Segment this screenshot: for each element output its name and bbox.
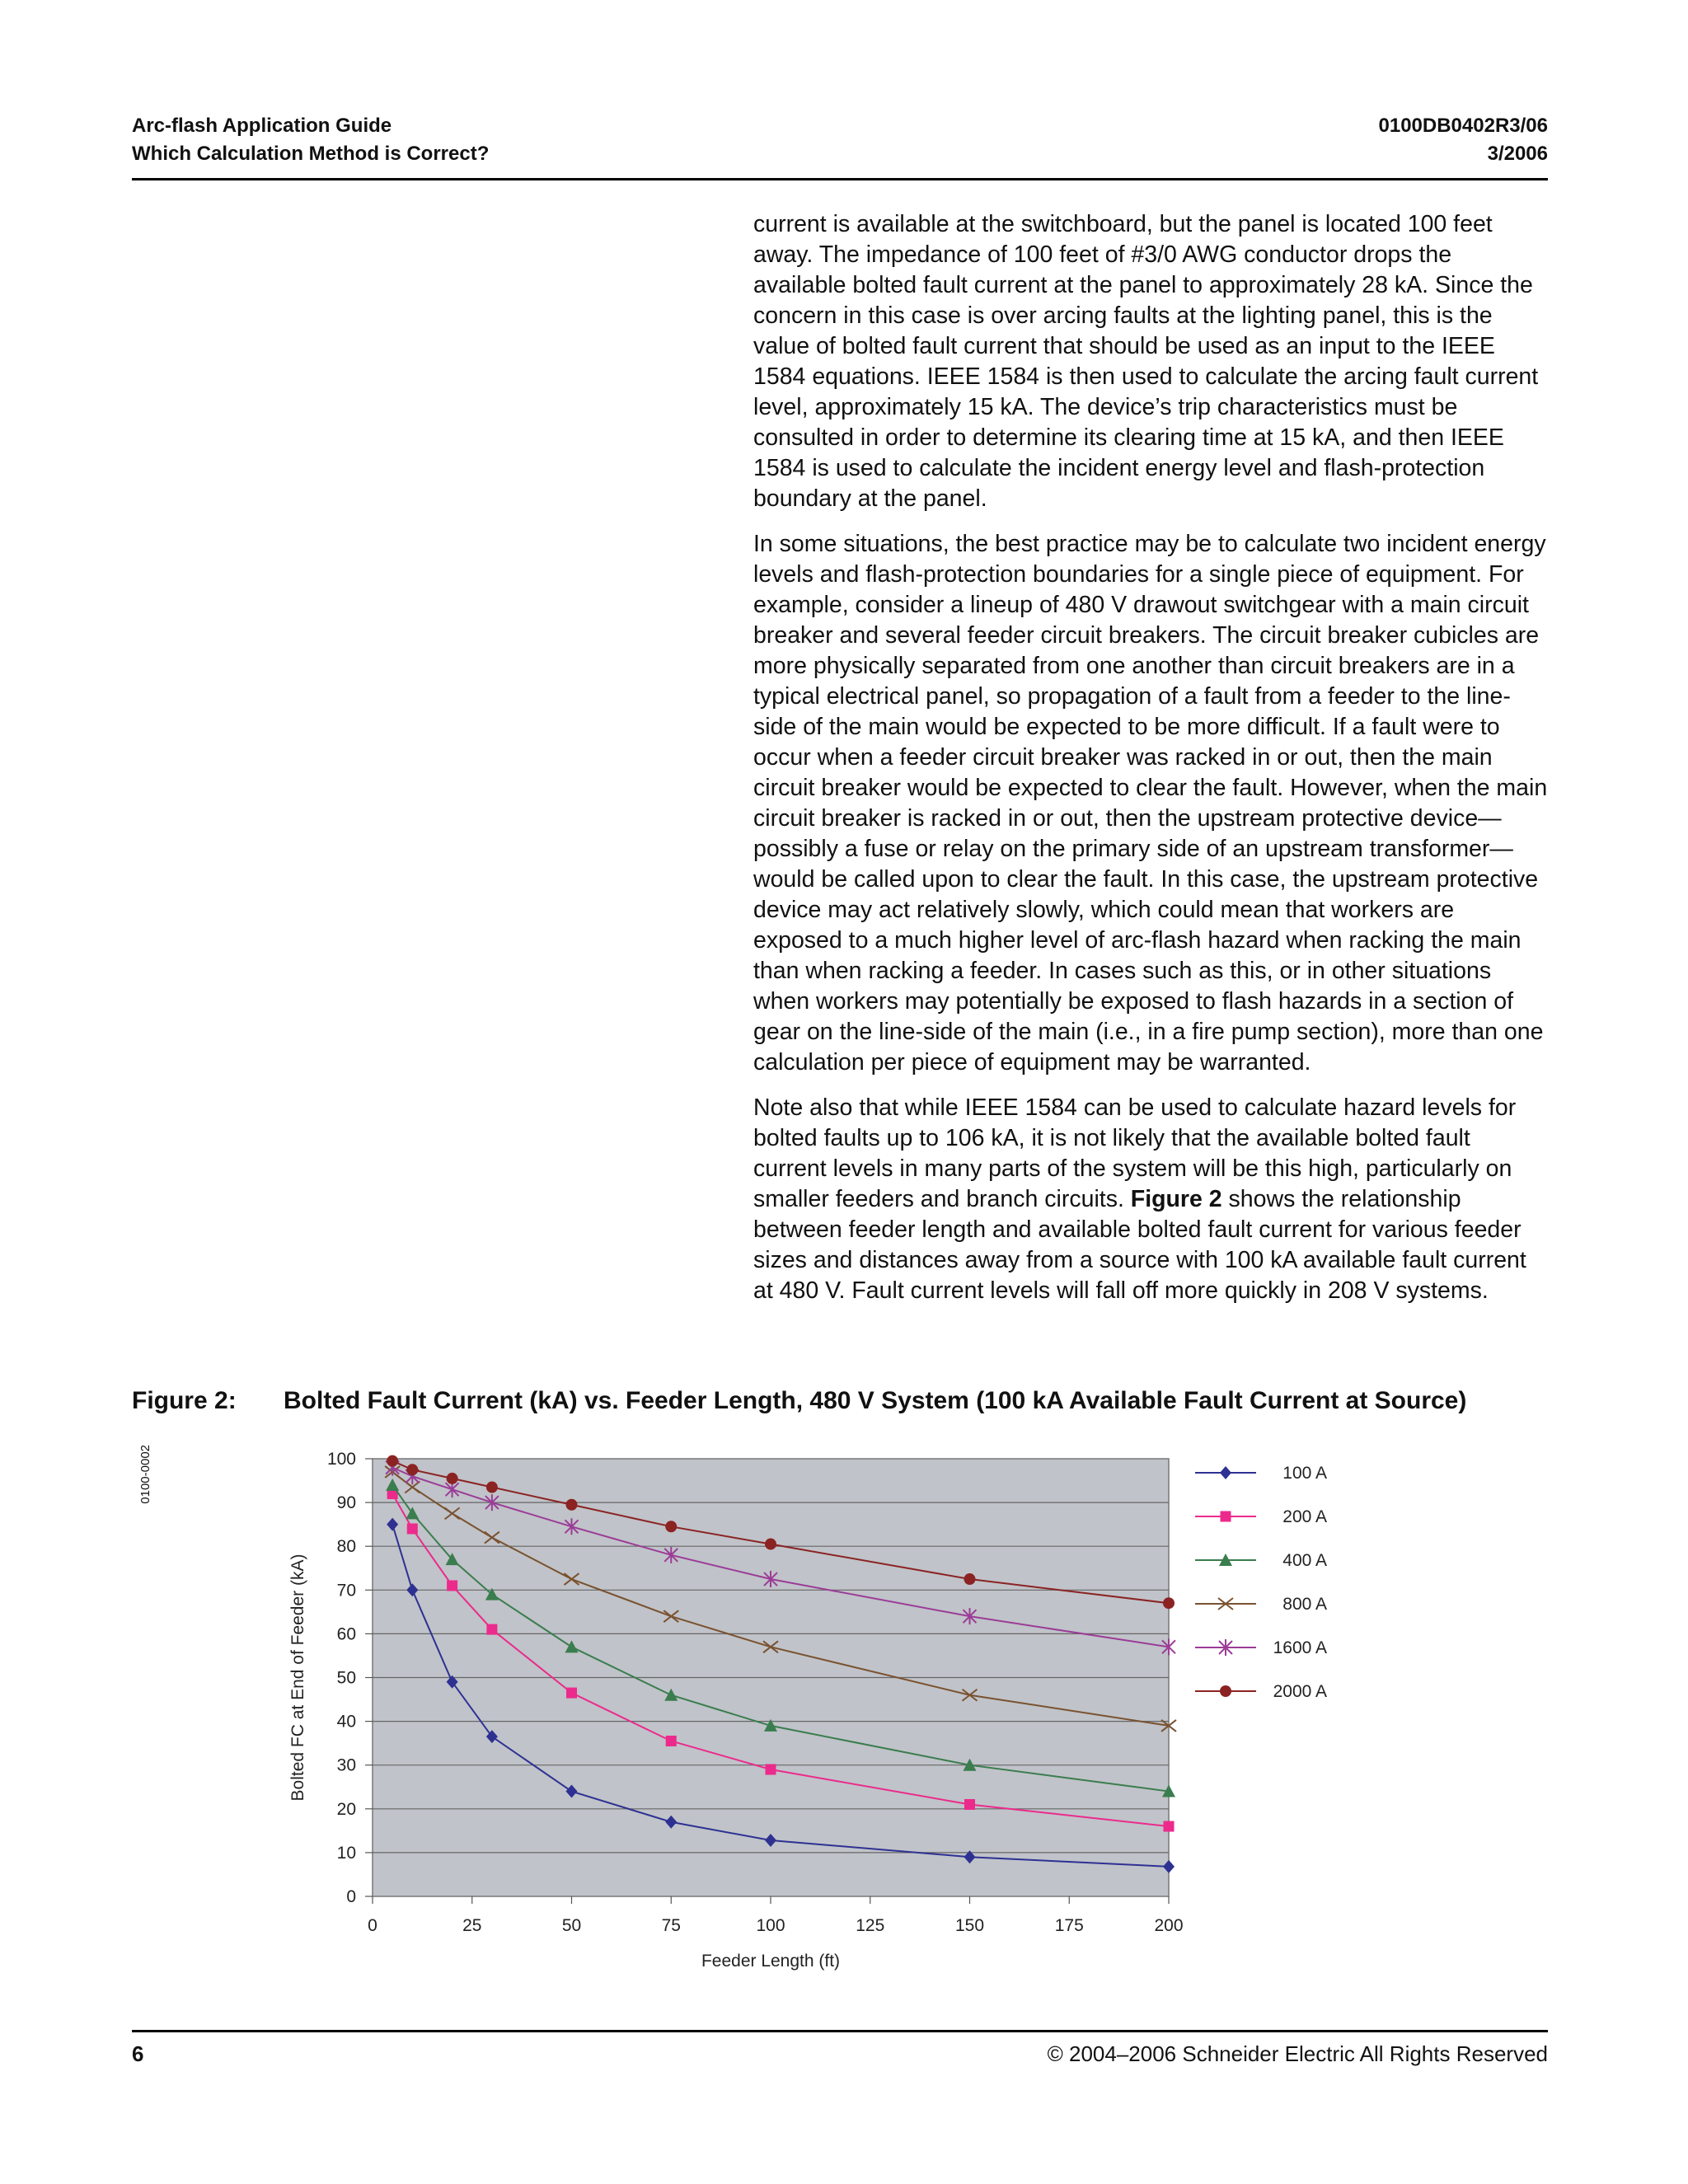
x-tick-label: 150 bbox=[954, 1916, 985, 1935]
body-text bbox=[753, 209, 1548, 1321]
data-point bbox=[486, 1624, 497, 1635]
y-tick-label: 40 bbox=[336, 1712, 356, 1732]
y-tick-label: 80 bbox=[336, 1537, 356, 1557]
y-tick-label: 0 bbox=[346, 1887, 356, 1906]
data-point bbox=[666, 1736, 677, 1746]
legend-label: 100 A bbox=[1282, 1464, 1327, 1483]
y-tick-label: 60 bbox=[336, 1624, 356, 1644]
y-tick-label: 50 bbox=[336, 1668, 356, 1688]
legend-label: 1600 A bbox=[1273, 1638, 1327, 1657]
x-tick-label: 0 bbox=[368, 1916, 377, 1935]
data-point bbox=[486, 1482, 498, 1493]
figure-reference: Figure 2 bbox=[1130, 1186, 1222, 1212]
y-tick-label: 90 bbox=[336, 1493, 356, 1513]
bolted-fault-chart bbox=[0, 1434, 1688, 1978]
x-tick-label: 75 bbox=[661, 1916, 681, 1935]
x-tick-label: 100 bbox=[756, 1916, 785, 1935]
y-tick-label: 20 bbox=[336, 1799, 356, 1819]
data-point bbox=[766, 1765, 776, 1775]
data-point bbox=[1164, 1821, 1175, 1832]
figure-side-code: 0100-0002 bbox=[138, 1445, 152, 1504]
legend-label: 200 A bbox=[1282, 1507, 1327, 1526]
data-point bbox=[406, 1464, 418, 1475]
data-point bbox=[566, 1499, 578, 1511]
data-point bbox=[447, 1473, 458, 1484]
data-point bbox=[1163, 1597, 1175, 1609]
paragraph-2: In some situations, the best practice may be to calculate two incident energy levels and flash-protection boundaries for a single piece of equipment. For example, consider a lineup of 480 V drawout switchgear with a main circuit breaker and several feeder circuit breakers. The circuit breaker cubicles are more physically separated from one another than circuit breakers are in a typical electrical panel, so propagation of a fault from a feeder to the line-side of the main would be expected to be more difficult. If a fault were to occur when a feeder circuit breaker was racked in or out, then the main circuit breaker would be expected to clear the fault. However, when the main circuit breaker is racked in or out, then the upstream protective device—possibly a fuse or relay on the primary side of an upstream transformer—would be called upon to clear the fault. In this case, the upstream protective device may act relatively slowly, which could mean that workers are exposed to a much higher level of arc-flash hazard when racking the main than when racking a feeder. In cases such as this, or in other situations when workers may potentially be exposed to flash hazards in a section of gear on the line-side of the main (i.e., in a fire pump section), more than one calculation per piece of equipment may be warranted. bbox=[753, 531, 1548, 1076]
data-point bbox=[566, 1688, 577, 1699]
page-number: 6 bbox=[132, 2041, 144, 2066]
data-point bbox=[765, 1539, 776, 1550]
y-axis-label: Bolted FC at End of Feeder (kA) bbox=[288, 1554, 307, 1802]
header-rule bbox=[132, 178, 1548, 180]
data-point bbox=[387, 1455, 398, 1467]
data-point bbox=[407, 1523, 418, 1534]
legend-marker bbox=[1220, 1685, 1231, 1697]
x-tick-label: 125 bbox=[856, 1916, 885, 1935]
footer-rule bbox=[132, 2030, 1548, 2032]
y-tick-label: 70 bbox=[336, 1581, 356, 1601]
paragraph-1: current is available at the switchboard, but the panel is located 100 feet away. The impedance of 100 feet of #3/0 AWG conductor drops the available bolted fault current at the panel to approximately 28 kA. Since the concern in this case is over arcing faults at the lighting panel, this is the value of bolted fault current that should be used as an input to the IEEE 1584 equations. IEEE 1584 is then used to calculate the arcing fault current level, approximately 15 kA. The device’s trip characteristics must be consulted in order to determine its clearing time at 15 kA, and then IEEE 1584 is used to calculate the incident energy level and flash-protection boundary at the panel. bbox=[753, 211, 1539, 512]
doc-number: 0100DB0402R3/06 bbox=[1378, 115, 1548, 137]
legend-marker bbox=[1221, 1511, 1231, 1522]
x-tick-label: 200 bbox=[1154, 1916, 1184, 1935]
doc-title: Arc-flash Application Guide bbox=[132, 115, 392, 137]
data-point bbox=[964, 1799, 975, 1810]
paragraph-3-part-b: shows the relationship between feeder length and available bolted fault current for various feeder sizes and distances away from a source with 100 kA available fault current at 480 V. Fault current levels will fall off more quickly in 208 V systems. bbox=[753, 1186, 1526, 1304]
figure-caption bbox=[132, 1386, 1466, 1416]
figure-number: Figure 2: bbox=[132, 1387, 237, 1414]
legend-marker bbox=[1220, 1466, 1231, 1479]
data-point bbox=[447, 1580, 457, 1591]
x-axis-label: Feeder Length (ft) bbox=[701, 1952, 841, 1971]
x-tick-label: 25 bbox=[462, 1916, 482, 1935]
copyright: © 2004–2006 Schneider Electric All Rights Reserved bbox=[1047, 2041, 1548, 2066]
doc-subtitle: Which Calculation Method is Correct? bbox=[132, 143, 490, 165]
y-tick-label: 30 bbox=[336, 1755, 356, 1775]
y-tick-label: 100 bbox=[326, 1450, 356, 1469]
legend-label: 2000 A bbox=[1273, 1682, 1327, 1701]
y-tick-label: 10 bbox=[336, 1843, 356, 1863]
paragraph-3-part-a: Note also that while IEEE 1584 can be used to calculate hazard levels for bolted faults up to 106 kA, it is not likely that the available bolted fault current levels in many parts of the system will be this high, particularly on smaller feeders and branch circuits. bbox=[753, 1094, 1517, 1212]
header-left bbox=[132, 112, 489, 168]
legend-label: 400 A bbox=[1282, 1551, 1327, 1570]
x-tick-label: 50 bbox=[561, 1916, 582, 1935]
data-point bbox=[665, 1521, 677, 1532]
paragraph-3 bbox=[753, 1093, 1548, 1306]
doc-date: 3/2006 bbox=[1487, 143, 1548, 165]
x-tick-label: 175 bbox=[1054, 1916, 1084, 1935]
legend-label: 800 A bbox=[1282, 1595, 1327, 1614]
header-right bbox=[1379, 112, 1549, 168]
data-point bbox=[964, 1573, 976, 1585]
figure-title: Bolted Fault Current (kA) vs. Feeder Length, 480 V System (100 kA Available Fault Current at Source) bbox=[284, 1387, 1467, 1414]
